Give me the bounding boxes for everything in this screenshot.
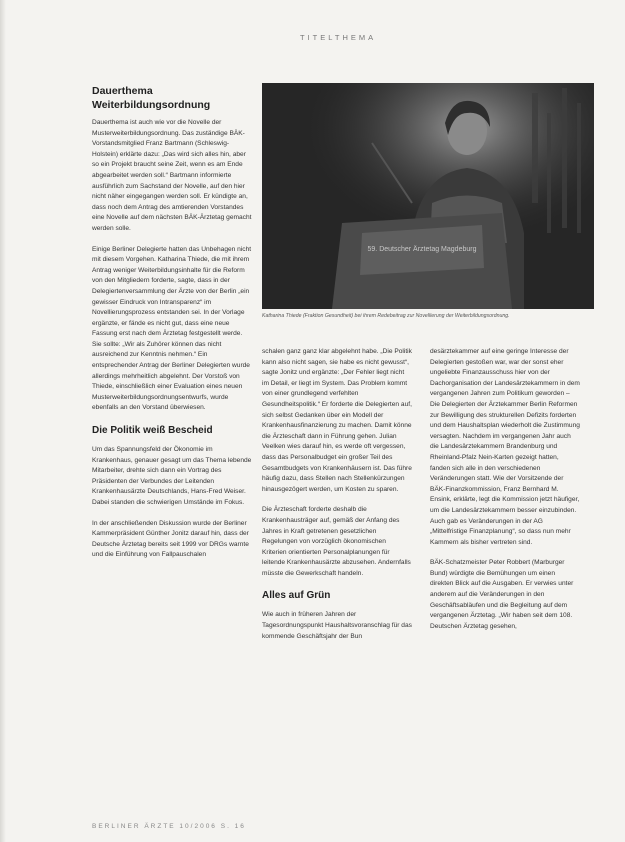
paragraph: desärztekammer auf eine geringe Interesse der Delegierten gestoßen war, war der sonst eher ungeliebte Finanzausschuss hier von der Dachorganisation der Landesärztekammern in dem vergangenen Jahren zum Politikum geworden – Die Delegierten der Ärztekammer Berlin Reformen zur Bewilligung des strukturellen Defizits forderten und dem Haushaltsplan wiederholt die Zustimmung versagten. Nachdem im vergangenen Jahr auch die Landesärztekammern Brandenburg und Rheinland-Pfalz Nein-Karten gezeigt hatten, fanden sich alle in den verschiedenen Veränderungen statt. Wie der Vorsitzende der BÄK-Finanzkommission, Franz Bernhard M. Ensink, erklärte, legt die Kommission jetzt häufiger, um die Landesärztekammern besser einzubinden. Auch gab es Veränderungen in der AG „Mittelfristige Finanzplanung“, so dass nun mehr Kammern als bisher vertreten sind. bbox=[430, 348, 580, 546]
column-1 bbox=[92, 85, 252, 571]
column-2 bbox=[262, 347, 412, 652]
page-footer: BERLINER ÄRZTE 10/2006 S. 16 bbox=[92, 823, 246, 830]
paragraph: schalen ganz ganz klar abgelehnt habe. „Die Politik kann also nicht sagen, sie habe es nicht gewusst“, sagte Jonitz und ergänzte: „Der Fehler liegt nicht im Detail, er liegt im System. Das Problem kommt von einer grundlegend verfehlten Gesundheitspolitik.“ Er forderte die Delegierten auf, sich selbst Gedanken über ein Modell der Krankenhausfinanzierung zu machen. Damit könne die Ärzteschaft dann in Führung gehen. Julian Veelken wies darauf hin, es werde oft vergessen, dass das Personalbudget ein großer Teil des Gesamtbudgets von Krankenhäusern ist. Das führe häufig dazu, dass Stellen nach Stellenkürzungen hinausgezögert werden, um Kosten zu sparen. bbox=[262, 348, 412, 493]
page-edge bbox=[0, 0, 6, 842]
section-title-politik: Die Politik weiß Bescheid bbox=[92, 425, 213, 437]
column-3 bbox=[430, 347, 580, 642]
paragraph: BÄK-Schatzmeister Peter Robbert (Marburger Bund) würdigte die Bemühungen um einen direkten Blick auf die Ausgaben. Er verwies unter anderem auf die Veränderungen in den Geschäftsabläufen und die Begleitung auf dem vergangenen Ärztetag. „Wir haben seit dem 108. Deutschen Ärztetag gesehen, bbox=[430, 559, 574, 630]
paragraph: In der anschließenden Diskussion wurde der Berliner Kammerpräsident Günther Jonitz darauf hin, dass der Deutsche Ärztetag bereits seit 1999 vor DRGs warnte und die Einführung von Fallpauschalen bbox=[92, 519, 249, 559]
section-title-gruen: Alles auf Grün bbox=[262, 590, 331, 602]
paragraph: Wie auch in früheren Jahren der Tagesordnungspunkt Haushaltsvoranschlag für das kommende Geschäftsjahr der Bun bbox=[262, 611, 412, 640]
paragraph: Einige Berliner Delegierte hatten das Unbehagen nicht mit diesem Vorgehen. Katharina Thiede, die mit ihrem Antrag weniger Weiterbildungsinhalte für die Reform von den Mitgliedern forderte, sagte, dass in der Delegiertenversammlung der Ärzte von der Berlin „ein gewisser Eindruck von Intransparenz“ im Novellierungsprozess entstanden sei. In der Vorlage ergänzte, er fände es nicht gut, dass eine neue Fassung erst nach dem Ärztetag festgestellt werde. Sie sollte: „Wir als Zuhörer können das nicht ausreichend zur Kenntnis nehmen.“ Ein entsprechender Antrag der Berliner Delegierten wurde allerdings mehrheitlich abgelehnt. Der Vorstoß von Thiede, einschließlich einer Evaluation eines neuen Musterweiterbildungsordnungsentwurfs, wurde ebenfalls an den Vorstand überwiesen. bbox=[92, 245, 252, 412]
speaker-photo-illustration bbox=[262, 83, 594, 309]
paragraph: Die Ärzteschaft forderte deshalb die Krankenhausträger auf, gemäß der Anfang des Jahres in Kraft getretenen gesetzlichen Regelungen von vorzüglich ökonomischen Kriterien orientierten Personalplanungen für leitende Krankenhausärzte abzusehen. Andernfalls müsste die Gewerkschaft handeln. bbox=[262, 506, 411, 577]
speaker-photo bbox=[262, 83, 594, 309]
running-head: TITELTHEMA bbox=[300, 33, 377, 42]
photo-caption: Katharina Thiede (Fraktion Gesundheit) bei ihrem Redebeitrag zur Novellierung der Weiterbildungsordnung. bbox=[262, 313, 510, 319]
lectern-sign-text: 59. Deutscher Ärztetag Magdeburg bbox=[367, 246, 477, 253]
paragraph: Dauerthema ist auch wie vor die Novelle der Musterweiterbildungsordnung. Das zuständige BÄK-Vorstandsmitglied Franz Bartmann (Schleswig-Holstein) erklärte dazu: „Das wird sich alles hin, aber so ein Projekt braucht seine Zeit, wenn es am Ende abgearbeitet werden soll.“ Bartmann informierte ausführlich zum Sachstand der Novelle, auf den hier nicht näher eingegangen werden soll. Er kündigte an, dass noch dem Antrag des amtierenden Vorstandes eine Novelle auf dem nächsten BÄK-Ärztetag gemacht werden solle. bbox=[92, 119, 252, 232]
section-title-weiterbildung: Dauerthema Weiterbildungsordnung bbox=[92, 85, 211, 111]
paragraph: Um das Spannungsfeld der Ökonomie im Krankenhaus, genauer gesagt um das Thema lebende Mitarbeiter, drehte sich dann ein Vortrag des Präsidenten der Verbundes der Leitenden Krankenhausärzte Deutschlands, Hans-Fred Weiser. Dabei standen die schwierigen Umstände im Fokus. bbox=[92, 446, 252, 506]
